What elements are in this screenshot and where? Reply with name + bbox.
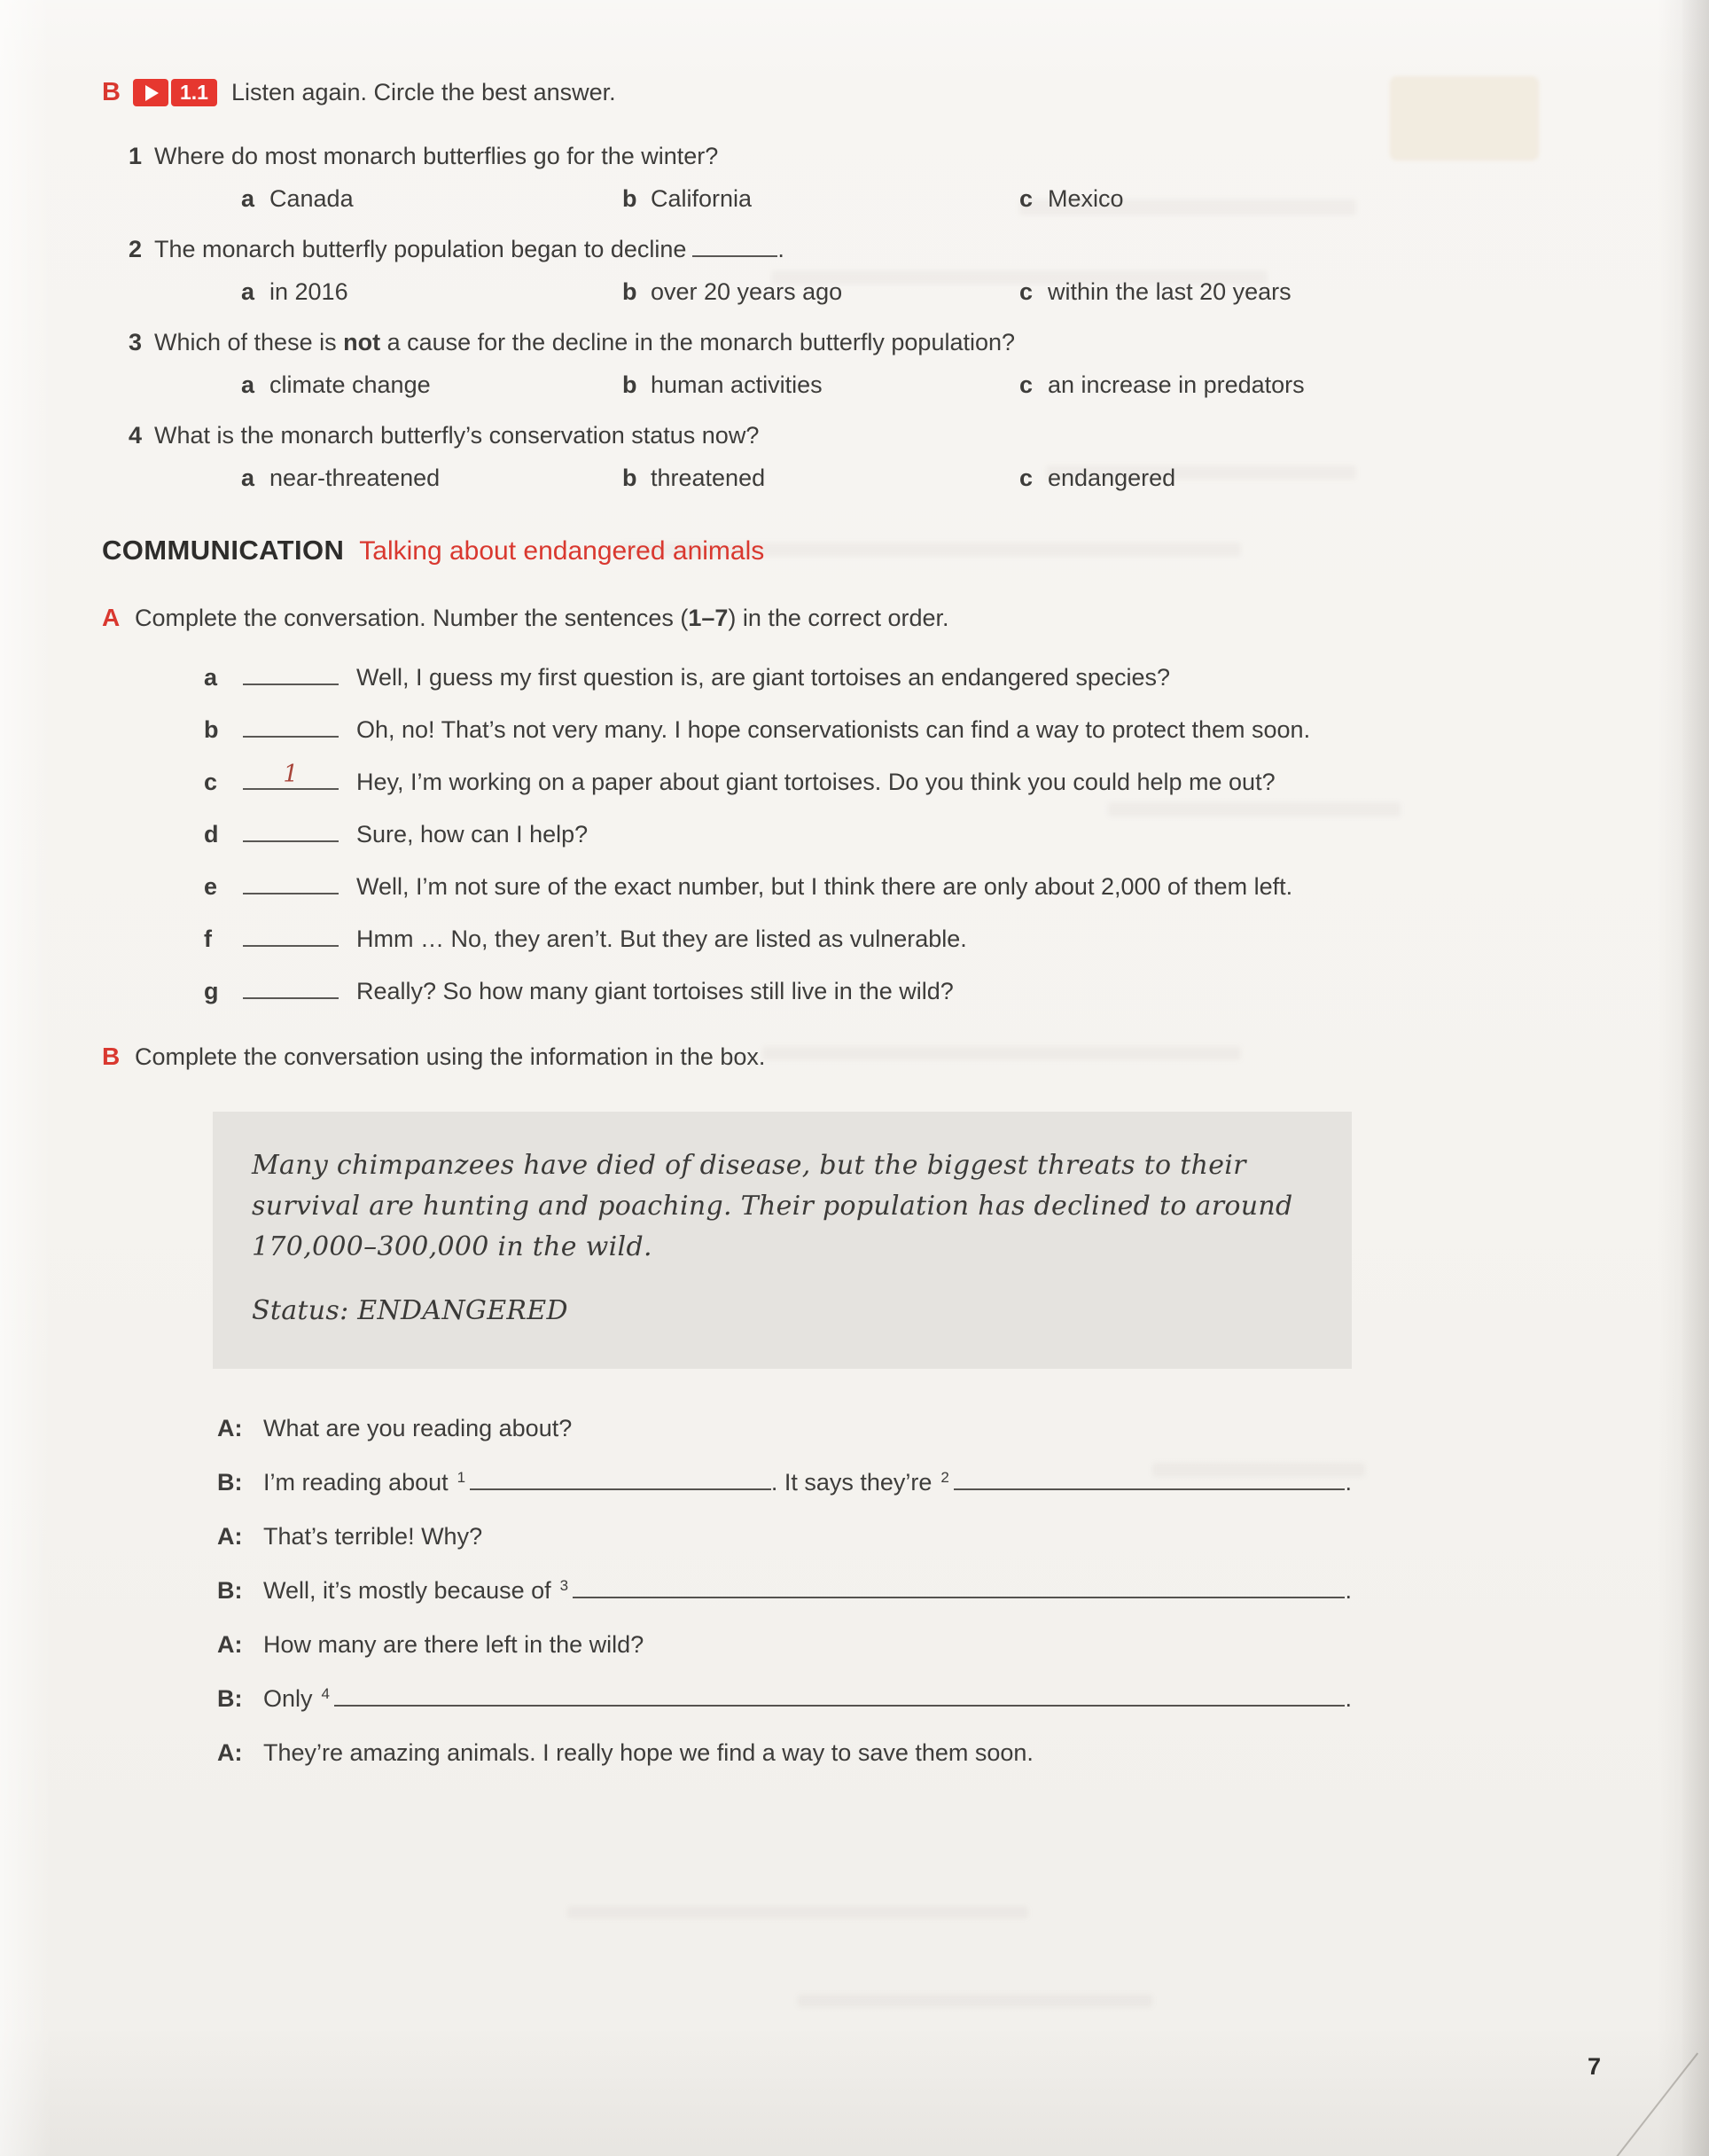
exercise-label-b: B (102, 78, 121, 106)
item-letter: c (204, 769, 218, 795)
blank-number-3: 3 (559, 1576, 569, 1594)
option-text: over 20 years ago (651, 278, 843, 305)
option-a (241, 185, 622, 213)
question-list (102, 143, 1485, 492)
option-letter: c (1019, 465, 1034, 491)
question-text-span: What is the monarch butterfly’s conservation status now? (154, 422, 760, 449)
dialogue-line-3 (217, 1523, 1352, 1551)
information-box (213, 1112, 1352, 1369)
option-text: threatened (651, 465, 766, 491)
listening-exercise-b (102, 78, 1485, 492)
dialogue (217, 1415, 1485, 1767)
option-b (622, 278, 1019, 306)
option-b (622, 371, 1019, 399)
option-letter: b (622, 278, 637, 305)
option-letter: a (241, 185, 255, 212)
play-icon (133, 79, 168, 106)
dialogue-text: . It says they’re (770, 1468, 933, 1496)
dialogue-text: How many are there left in the wild? (263, 1630, 644, 1658)
communication-heading (102, 535, 1485, 566)
item-text: Oh, no! That’s not very many. I hope conservationists can find a way to protect them soon. (356, 716, 1311, 743)
speaker-label: A: (217, 1630, 243, 1658)
question-text (154, 329, 1485, 356)
dialogue-line-5 (217, 1631, 1352, 1659)
page-corner-fold (1610, 2052, 1698, 2156)
speaker-label: A: (217, 1414, 243, 1441)
conversation-item-g (204, 978, 1485, 1005)
item-text: Well, I’m not sure of the exact number, but I think there are only about 2,000 of them left. (356, 873, 1293, 900)
option-a (241, 278, 622, 306)
order-blank (243, 716, 339, 738)
blank-number-1: 1 (457, 1468, 466, 1486)
section-title: COMMUNICATION (102, 535, 345, 566)
question-number: 3 (129, 329, 143, 355)
exercise-label-b2: B (102, 1043, 121, 1070)
order-blank (243, 978, 339, 999)
question-text (154, 236, 1485, 263)
question-number: 2 (129, 236, 143, 262)
options-row (241, 371, 1485, 399)
order-answer-example: 1 (283, 761, 299, 788)
dialogue-text: That’s terrible! Why? (263, 1522, 483, 1550)
option-b (622, 465, 1019, 492)
question-text-span: The monarch butterfly population began to decline (154, 236, 687, 262)
question-2 (129, 236, 1485, 306)
answer-blank (692, 239, 777, 257)
exercise-a-ordering (102, 604, 1485, 1005)
dialogue-line-1 (217, 1415, 1352, 1442)
dialogue-text: They’re amazing animals. I really hope we find a way to save them soon. (263, 1738, 1034, 1766)
option-c (1019, 371, 1485, 399)
order-blank (243, 664, 339, 685)
speaker-label: A: (217, 1738, 243, 1766)
blank-number-2: 2 (940, 1468, 949, 1486)
option-text: in 2016 (269, 278, 348, 305)
option-text: endangered (1048, 465, 1176, 491)
option-text: climate change (269, 371, 431, 398)
info-box-status: Status: ENDANGERED (252, 1294, 568, 1326)
option-letter: c (1019, 278, 1034, 305)
speaker-label: B: (217, 1468, 243, 1496)
listening-exercise-header (102, 78, 1485, 107)
dialogue-line-6 (217, 1685, 1352, 1713)
option-text: California (651, 185, 753, 212)
page-number: 7 (1587, 2053, 1601, 2080)
item-text: Really? So how many giant tortoises still live in the wild? (356, 978, 954, 1004)
question-text-span: a cause for the decline in the monarch butterfly population? (380, 329, 1016, 355)
item-letter: f (204, 926, 212, 952)
dialogue-text: What are you reading about? (263, 1414, 573, 1441)
item-letter: d (204, 821, 219, 848)
exercise-b-dialogue (102, 1043, 1485, 1767)
item-text: Well, I guess my first question is, are giant tortoises an endangered species? (356, 664, 1170, 691)
speaker-label: B: (217, 1576, 243, 1604)
speaker-label: A: (217, 1522, 243, 1550)
dialogue-text: I’m reading about (263, 1468, 449, 1496)
option-b (622, 185, 1019, 213)
option-letter: a (241, 371, 255, 398)
option-c (1019, 278, 1485, 306)
section-subtitle: Talking about endangered animals (359, 536, 765, 566)
audio-track-badge (133, 79, 217, 106)
option-text: within the last 20 years (1048, 278, 1292, 305)
question-suffix: . (777, 236, 784, 262)
order-blank (243, 873, 339, 894)
item-letter: b (204, 716, 219, 743)
order-blank (243, 821, 339, 842)
option-letter: a (241, 465, 255, 491)
dialogue-text: . (1345, 1576, 1352, 1604)
question-text (154, 143, 1485, 170)
instruction-text: Complete the conversation. Number the sentences ( (135, 605, 689, 631)
conversation-item-d (204, 821, 1485, 848)
option-letter: b (622, 465, 637, 491)
instruction-text: ) in the correct order. (728, 605, 949, 631)
blank-number-4: 4 (321, 1684, 330, 1702)
answer-blank-3 (573, 1577, 1345, 1598)
item-text: Sure, how can I help? (356, 821, 589, 848)
option-c (1019, 185, 1485, 213)
answer-blank-1 (470, 1469, 771, 1490)
option-text: near-threatened (269, 465, 441, 491)
dialogue-text: . (1345, 1468, 1352, 1496)
option-letter: c (1019, 371, 1034, 398)
item-letter: e (204, 873, 218, 900)
options-row (241, 185, 1485, 213)
item-letter: a (204, 664, 218, 691)
listening-instruction: Listen again. Circle the best answer. (230, 79, 616, 105)
answer-blank-2 (954, 1469, 1346, 1490)
order-blank (243, 761, 339, 790)
item-letter: g (204, 978, 219, 1004)
exercise-instruction: Complete the conversation using the information in the box. (135, 1043, 766, 1070)
question-3 (129, 329, 1485, 399)
question-number: 4 (129, 422, 143, 449)
option-a (241, 465, 622, 492)
dialogue-line-7 (217, 1739, 1352, 1767)
conversation-item-e (204, 873, 1485, 901)
conversation-item-a (204, 664, 1485, 691)
exercise-label-a: A (102, 604, 121, 631)
speaker-label: B: (217, 1684, 243, 1712)
dialogue-text: Only (263, 1684, 313, 1712)
dialogue-line-4 (217, 1577, 1352, 1605)
question-text-span: Where do most monarch butterflies go for the winter? (154, 143, 719, 169)
info-box-paragraph: Many chimpanzees have died of disease, but the biggest threats to their survival are hunting and poaching. Their population has declined to around 170,000–300,000 in the wild. (252, 1150, 1293, 1262)
option-letter: b (622, 185, 637, 212)
instruction-bold: 1–7 (688, 605, 729, 631)
question-number: 1 (129, 143, 143, 169)
conversation-item-c (204, 761, 1485, 796)
question-text (154, 422, 1485, 449)
dialogue-text: . (1345, 1684, 1352, 1712)
question-4 (129, 422, 1485, 492)
dialogue-text: Well, it’s mostly because of (263, 1576, 551, 1604)
option-c (1019, 465, 1485, 492)
options-row (241, 278, 1485, 306)
conversation-item-f (204, 926, 1485, 953)
question-1 (129, 143, 1485, 213)
play-triangle-icon (145, 85, 159, 101)
option-letter: c (1019, 185, 1034, 212)
option-letter: a (241, 278, 255, 305)
option-text: Canada (269, 185, 354, 212)
options-row (241, 465, 1485, 492)
conversation-order-list (204, 664, 1485, 1005)
exercise-b-header (102, 1043, 1485, 1071)
answer-blank-4 (334, 1685, 1345, 1707)
question-bold-word: not (343, 329, 381, 355)
page-content (102, 78, 1485, 1793)
scan-bleed-artifact (798, 1995, 1152, 2007)
conversation-item-b (204, 716, 1485, 744)
audio-track-number: 1.1 (171, 79, 217, 106)
option-text: an increase in predators (1048, 371, 1305, 398)
option-a (241, 371, 622, 399)
option-text: human activities (651, 371, 823, 398)
item-text: Hmm … No, they aren’t. But they are listed as vulnerable. (356, 926, 967, 952)
option-letter: b (622, 371, 637, 398)
scan-bleed-artifact (567, 1906, 1028, 1918)
exercise-a-header (102, 604, 1485, 632)
question-text-span: Which of these is (154, 329, 344, 355)
page-edge-shadow (1682, 0, 1709, 2156)
exercise-instruction (135, 605, 949, 632)
dialogue-line-2 (217, 1469, 1352, 1496)
option-text: Mexico (1048, 185, 1124, 212)
item-text: Hey, I’m working on a paper about giant tortoises. Do you think you could help me out? (356, 769, 1276, 795)
order-blank (243, 926, 339, 947)
